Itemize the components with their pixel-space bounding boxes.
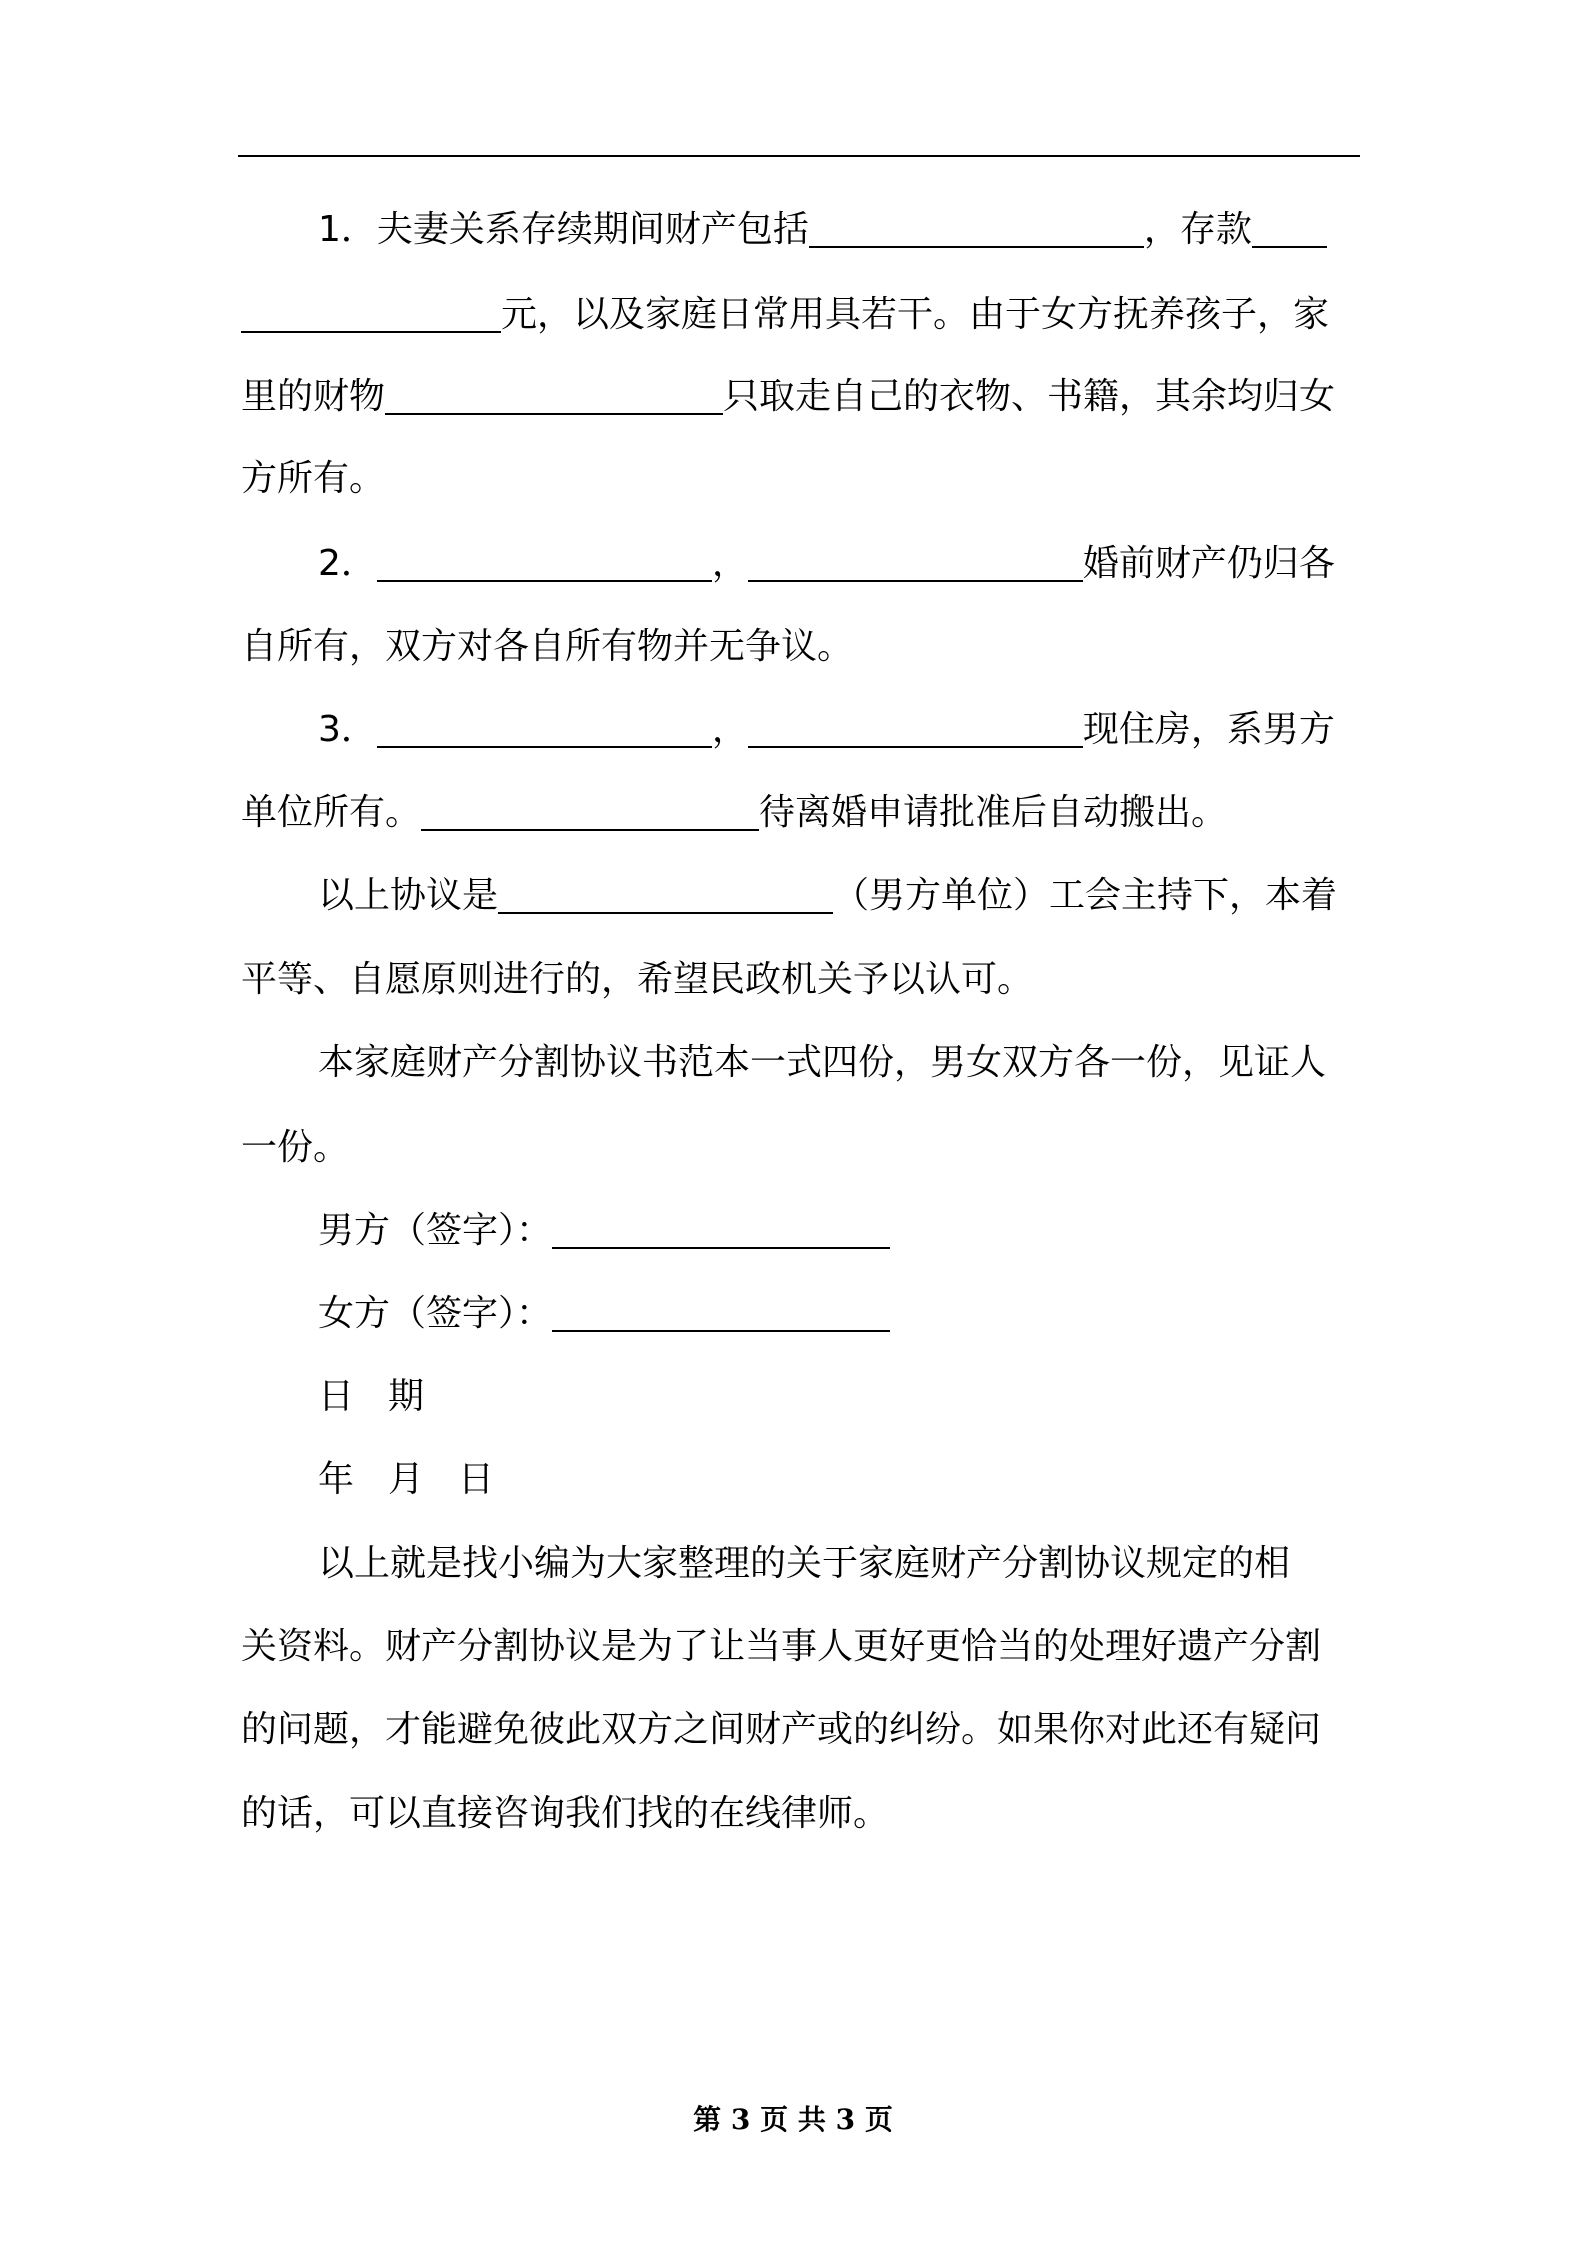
item1-line3 — [241, 367, 1335, 427]
day-label: 日 — [458, 1459, 495, 1500]
closing-line1 — [318, 1534, 1290, 1594]
item1-line4 — [241, 449, 385, 509]
female-signature-line — [318, 1284, 890, 1344]
item3-line2 — [241, 783, 1227, 843]
closing-text-2: 关资料。财产分割协议是为了让当事人更好更恰当的处理好遗产分割 — [241, 1626, 1322, 1667]
male-signature-label: 男方（签字）： — [318, 1210, 553, 1251]
date-label-a: 日 — [318, 1376, 355, 1417]
item1-text-2: ，存款 — [1143, 209, 1252, 250]
item2-blank-a — [377, 536, 712, 582]
item2-line2 — [241, 617, 853, 677]
closing-line2 — [241, 1617, 1321, 1677]
agreement-text-2: （男方单位）工会主持下，本着 — [833, 875, 1338, 916]
item1-blank-deposit-cont — [241, 287, 501, 333]
item2-text-4: 自所有，双方对各自所有物并无争议。 — [241, 626, 854, 667]
item3-text-5: 待离婚申请批准后自动搬出。 — [759, 792, 1228, 833]
agreement-line1 — [318, 866, 1337, 926]
item3-text-2: ， — [711, 709, 748, 750]
agreement-text-1: 以上协议是 — [318, 875, 499, 916]
item3-blank-c — [421, 785, 759, 831]
closing-line4 — [241, 1784, 889, 1844]
female-signature-blank — [552, 1286, 890, 1332]
male-signature-line — [318, 1201, 890, 1261]
closing-text-4: 的话，可以直接咨询我们找的在线律师。 — [241, 1793, 890, 1834]
closing-text-3: 的问题，才能避免彼此双方之间财产或的纠纷。如果你对此还有疑问 — [241, 1709, 1322, 1750]
agreement-line2 — [241, 950, 1033, 1010]
item2-line1 — [318, 534, 1335, 594]
item2-blank-b — [748, 536, 1083, 582]
copies-line1 — [318, 1033, 1326, 1093]
copies-text-1: 本家庭财产分割协议书范本一式四份，男女双方各一份，见证人 — [318, 1042, 1327, 1083]
item1-text-1: 1．夫妻关系存续期间财产包括 — [318, 209, 809, 250]
male-signature-blank — [552, 1203, 890, 1249]
item1-text-3: 元，以及家庭日常用具若干。由于女方抚养孩子，家 — [501, 294, 1330, 335]
item3-text-1: 3． — [318, 709, 377, 750]
item2-text-3: 婚前财产仍归各 — [1082, 543, 1335, 584]
item1-blank-goods — [385, 369, 723, 415]
item3-text-4: 单位所有。 — [241, 792, 422, 833]
item2-text-2: ， — [711, 543, 748, 584]
closing-line3 — [241, 1700, 1321, 1760]
ymd-line — [318, 1450, 494, 1510]
item3-blank-b — [748, 702, 1083, 748]
item1-text-6: 方所有。 — [241, 458, 386, 499]
item1-text-4: 里的财物 — [241, 376, 386, 417]
agreement-text-3: 平等、自愿原则进行的，希望民政机关予以认可。 — [241, 959, 1034, 1000]
female-signature-label: 女方（签字）： — [318, 1293, 553, 1334]
item1-blank-property — [809, 202, 1144, 248]
header-rule — [238, 155, 1360, 157]
item2-text-1: 2． — [318, 543, 377, 584]
closing-text-1: 以上就是找小编为大家整理的关于家庭财产分割协议规定的相 — [318, 1543, 1291, 1584]
copies-line2 — [241, 1118, 349, 1178]
month-label: 月 — [388, 1459, 425, 1500]
date-label-b: 期 — [388, 1376, 425, 1417]
item3-text-3: 现住房，系男方 — [1082, 709, 1335, 750]
copies-text-2: 一份。 — [241, 1127, 350, 1168]
agreement-blank-unit — [498, 868, 833, 914]
item3-line1 — [318, 700, 1335, 760]
page-footer: 第 3 页 共 3 页 — [693, 2103, 893, 2136]
item1-line1 — [318, 200, 1327, 260]
item1-text-5: 只取走自己的衣物、书籍，其余均归女 — [723, 376, 1336, 417]
item1-line2 — [241, 285, 1329, 345]
item1-blank-deposit — [1252, 202, 1327, 248]
year-label: 年 — [318, 1459, 355, 1500]
date-line — [318, 1367, 424, 1427]
item3-blank-a — [377, 702, 712, 748]
